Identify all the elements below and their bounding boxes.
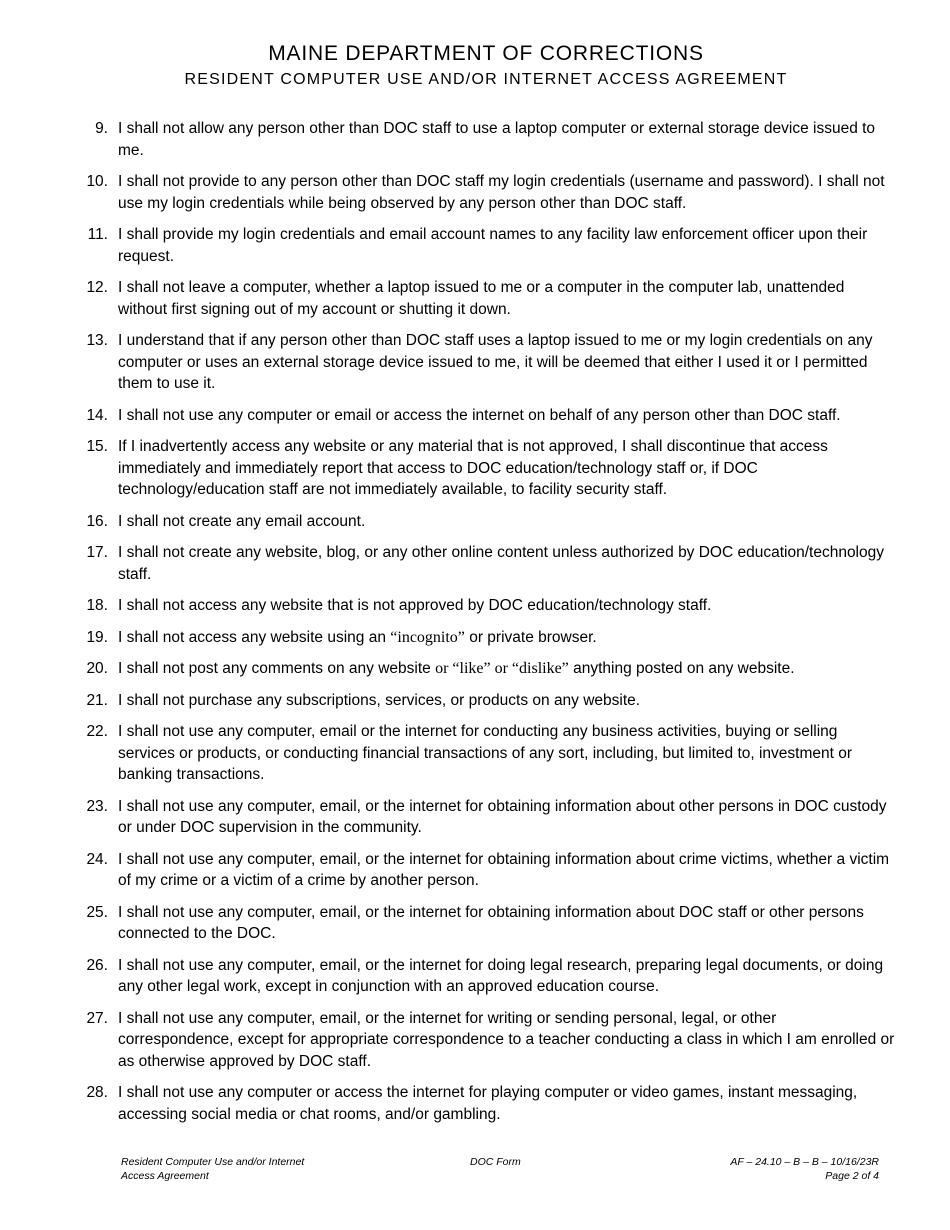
item-text: I understand that if any person other than DOC staff uses a laptop issued to me or my login credentials on any computer or uses an external storage device issued to me, it will be deemed that either I used it or I permitted them to use it.: [118, 332, 873, 392]
footer-form-type: DOC Form: [470, 1156, 521, 1168]
item-text: I shall not purchase any subscriptions, services, or products on any website.: [118, 691, 641, 709]
item-number: 19.: [86, 628, 108, 646]
item-text: I shall not use any computer or email or access the internet on behalf of any person other than DOC staff.: [118, 406, 841, 424]
item-number: 13.: [86, 332, 108, 349]
item-text: I shall not leave a computer, whether a laptop issued to me or a computer in the computer lab, unattended without first signing out of my account or shutting it down.: [118, 279, 845, 318]
list-item: [80, 224, 895, 267]
footer-form-id: [730, 1155, 879, 1183]
document-header: [0, 40, 950, 92]
item-number: 12.: [86, 279, 108, 296]
list-item: [80, 277, 895, 320]
item-text: I shall not use any computer, email, or the internet for obtaining information about other persons in DOC custody or under DOC supervision in the community.: [118, 797, 887, 836]
item-text: If I inadvertently access any website or any material that is not approved, I shall discontinue that access immediately and immediately report that access to DOC education/technology staff or, if DOC technology/education staff are not immediately available, to facility security staff.: [118, 438, 828, 498]
document-subtitle: RESIDENT COMPUTER USE AND/OR INTERNET ACCESS AGREEMENT: [184, 71, 788, 88]
item-text: I shall not access any website that is not approved by DOC education/technology staff.: [118, 597, 712, 614]
item-text: I shall not allow any person other than DOC staff to use a laptop computer or external storage device issued to me.: [118, 120, 876, 159]
item-text: I shall not use any computer, email, or the internet for doing legal research, preparing legal documents, or doing any other legal work, except in conjunction with an approved education course.: [118, 956, 884, 995]
item-number: 20.: [86, 660, 108, 677]
list-item: [80, 595, 895, 617]
footer-form-name: [121, 1155, 304, 1183]
list-item: [80, 902, 895, 945]
item-number: 25.: [86, 903, 108, 921]
item-text-part: I shall not post any comments on any website: [118, 660, 436, 677]
document-title: MAINE DEPARTMENT OF CORRECTIONS: [268, 42, 704, 65]
item-number: 10.: [86, 173, 108, 190]
item-number: 18.: [86, 597, 108, 614]
item-text: I shall not provide to any person other than DOC staff my login credentials (username and password). I shall not use my login credentials while being observed by any person other than DOC staff.: [118, 173, 885, 212]
list-item: [80, 627, 895, 649]
list-item: [80, 955, 895, 998]
item-number: 21.: [86, 691, 108, 709]
list-item: [80, 405, 895, 427]
item-text-quoted: “incognito”: [390, 628, 465, 646]
item-text: [118, 627, 895, 649]
item-text-part: I shall not access any website using an: [118, 628, 391, 646]
list-item: [80, 171, 895, 214]
item-number: 15.: [86, 438, 108, 455]
footer-form-name-line1: Resident Computer Use and/or Internet: [121, 1156, 305, 1168]
list-item: [80, 721, 895, 786]
item-number: 16.: [86, 512, 108, 530]
item-text: I shall not use any computer or access the internet for playing computer or video games, instant messaging, accessing social media or chat rooms, and/or gambling.: [118, 1084, 858, 1123]
footer-form-name-line2: Access Agreement: [121, 1170, 209, 1182]
item-number: 28.: [86, 1084, 108, 1101]
item-number: 26.: [86, 956, 108, 974]
item-number: 9.: [95, 120, 108, 137]
list-item: [80, 118, 895, 161]
item-text-part: anything posted on any website.: [568, 660, 795, 677]
list-item: [80, 690, 895, 712]
item-text: I shall not use any computer, email, or the internet for obtaining information about DOC staff or other persons connected to the DOC.: [118, 903, 864, 942]
item-number: 22.: [86, 723, 108, 740]
item-text: I shall provide my login credentials and email account names to any facility law enforcement officer upon their request.: [118, 226, 868, 265]
item-number: 14.: [86, 406, 108, 424]
item-number: 23.: [86, 797, 108, 815]
item-text: I shall not use any computer, email, or the internet for writing or sending personal, legal, or other correspondence, except for appropriate correspondence to a teacher conducting a class in which I am enrolled or as otherwise approved by DOC staff.: [118, 1009, 895, 1070]
item-text-part: or private browser.: [464, 628, 597, 646]
item-number: 17.: [86, 544, 108, 561]
list-item: [80, 511, 895, 533]
agreement-item-list: [80, 118, 895, 1135]
item-text-quoted: or “like” or “dislike”: [435, 660, 569, 677]
item-number: 24.: [86, 850, 108, 868]
list-item: [80, 1082, 895, 1125]
footer-form-code: AF – 24.10 – B – B – 10/16/23R: [730, 1156, 879, 1168]
list-item: [80, 1008, 895, 1073]
item-text: I shall not create any email account.: [118, 512, 366, 530]
list-item: [80, 849, 895, 892]
page-footer: [121, 1155, 879, 1183]
item-text: I shall not use any computer, email, or the internet for obtaining information about crime victims, whether a victim of my crime or a victim of a crime by another person.: [118, 850, 890, 889]
list-item: [80, 658, 895, 680]
item-number: 11.: [87, 226, 108, 243]
list-item: [80, 796, 895, 839]
footer-page-number: Page 2 of 4: [825, 1170, 879, 1182]
list-item: [80, 542, 895, 585]
item-text: I shall not use any computer, email or the internet for conducting any business activities, buying or selling services or products, or conducting financial transactions of any sort, including, but limited to, investment or banking transactions.: [118, 723, 853, 783]
item-text: I shall not create any website, blog, or any other online content unless authorized by DOC education/technology staff.: [118, 544, 884, 583]
item-text: [118, 658, 895, 680]
list-item: [80, 436, 895, 501]
list-item: [80, 330, 895, 395]
item-number: 27.: [86, 1009, 108, 1027]
